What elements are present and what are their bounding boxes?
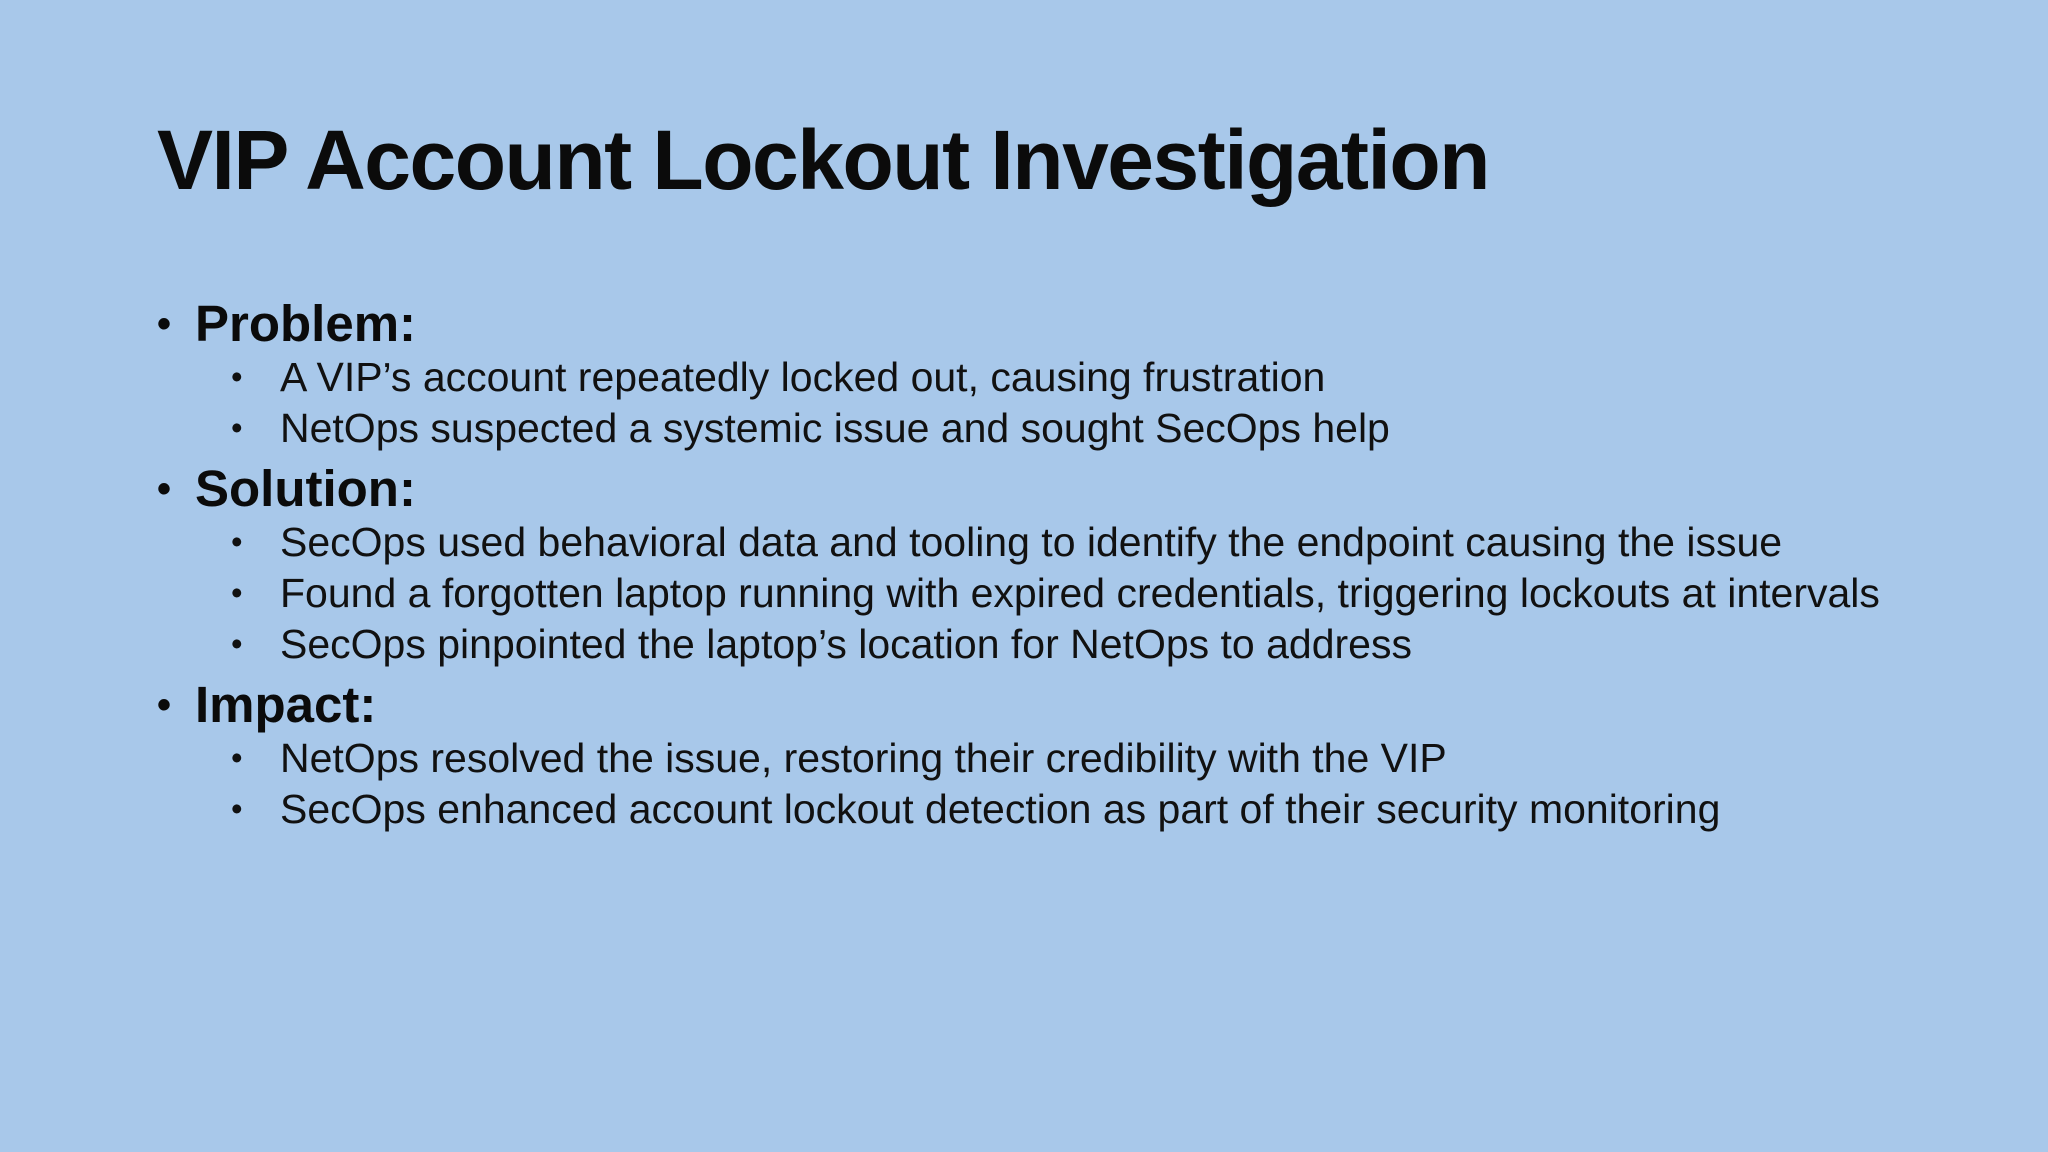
bullet-icon: •	[231, 523, 243, 561]
list-item-text: SecOps enhanced account lockout detection as part of their security monitoring	[280, 786, 1721, 833]
section-heading-problem	[157, 296, 1908, 351]
bullet-icon: •	[231, 409, 243, 447]
list-item-text: SecOps used behavioral data and tooling to identify the endpoint causing the issue	[280, 519, 1783, 566]
section-heading-solution	[157, 461, 1908, 516]
bullet-icon: •	[231, 358, 243, 396]
list-item-text: Found a forgotten laptop running with expired credentials, triggering lockouts at intervals	[280, 570, 1880, 617]
content-sections	[157, 295, 1908, 833]
problem-list	[157, 354, 1908, 452]
list-item	[231, 570, 1908, 617]
impact-list	[157, 735, 1908, 833]
section-heading-text: Problem:	[195, 295, 417, 352]
bullet-icon: •	[231, 625, 243, 663]
list-item-text: NetOps suspected a systemic issue and sought SecOps help	[280, 405, 1390, 452]
bullet-icon: •	[231, 790, 243, 828]
list-item	[231, 519, 1908, 566]
bullet-icon: •	[157, 302, 172, 346]
list-item-text: A VIP’s account repeatedly locked out, causing frustration	[280, 354, 1326, 401]
section-problem	[157, 295, 1908, 452]
list-item	[231, 735, 1908, 782]
bullet-icon: •	[157, 467, 172, 512]
list-item	[231, 621, 1908, 668]
section-solution	[157, 460, 1908, 668]
bullet-icon: •	[157, 683, 172, 728]
list-item	[231, 786, 1908, 833]
bullet-icon: •	[231, 739, 243, 777]
list-item	[231, 354, 1908, 401]
list-item	[231, 405, 1908, 452]
section-heading-text: Solution:	[195, 460, 416, 518]
slide-title: VIP Account Lockout Investigation	[157, 113, 1489, 207]
section-impact	[157, 676, 1908, 833]
solution-list	[157, 519, 1908, 668]
bullet-icon: •	[231, 574, 243, 612]
list-item-text: SecOps pinpointed the laptop’s location for NetOps to address	[280, 621, 1412, 668]
section-heading-impact	[157, 677, 1908, 732]
list-item-text: NetOps resolved the issue, restoring their credibility with the VIP	[280, 735, 1447, 782]
section-heading-text: Impact:	[195, 676, 377, 734]
